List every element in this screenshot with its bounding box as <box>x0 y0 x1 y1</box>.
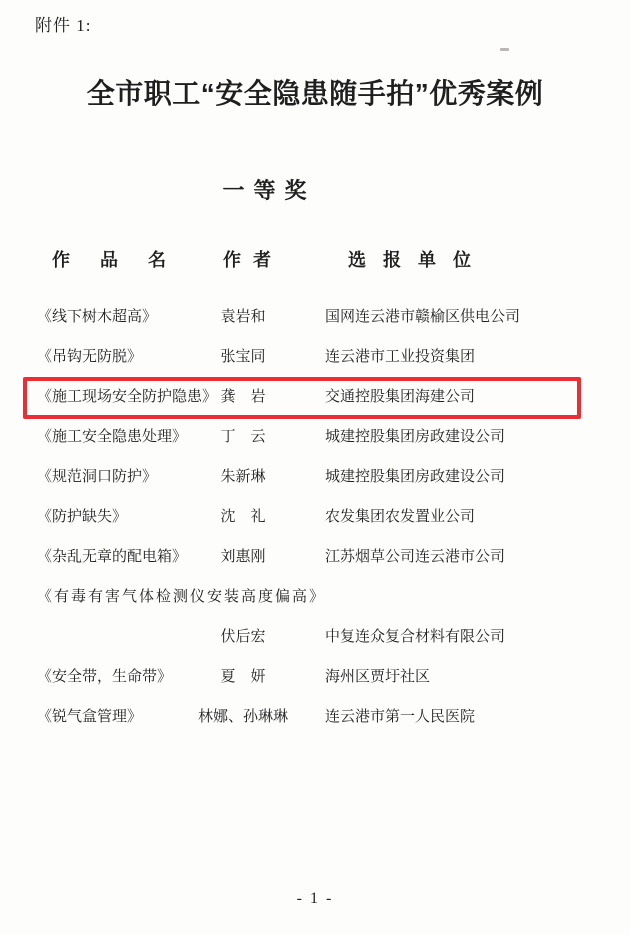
table-row <box>0 335 630 375</box>
attachment-label: 附件 1: <box>35 16 92 35</box>
table-row <box>0 535 630 575</box>
unit-name: 城建控股集团房政建设公司 <box>325 428 506 445</box>
author-name: 林娜、孙琳琳 <box>197 708 288 725</box>
author-name: 夏 妍 <box>220 668 266 685</box>
table-row <box>0 455 630 495</box>
unit-name: 农发集团农发置业公司 <box>325 508 476 525</box>
table-row <box>0 695 630 735</box>
table-row <box>0 655 630 695</box>
work-title: 《防护缺失》 <box>37 508 128 525</box>
page-number: - 1 - <box>296 890 334 907</box>
document-title: 全市职工“安全隐患随手拍”优秀案例 <box>86 78 544 109</box>
work-title: 《有毒有害气体检测仪安装高度偏高》 <box>37 588 327 605</box>
awards-table <box>0 245 630 735</box>
unit-name: 连云港市工业投资集团 <box>325 348 476 365</box>
author-name: 龚 岩 <box>220 388 266 405</box>
work-title: 《锐气盒管理》 <box>37 708 143 725</box>
author-name: 袁岩和 <box>220 308 266 325</box>
author-name: 张宝同 <box>220 348 266 365</box>
column-header-author: 作者 <box>223 250 283 270</box>
work-title: 《规范洞口防护》 <box>37 468 158 485</box>
work-title: 《施工安全隐患处理》 <box>37 428 188 445</box>
author-name: 伏后宏 <box>220 628 266 645</box>
unit-name: 海州区贾圩社区 <box>325 668 431 685</box>
work-title: 《安全带，生命带》 <box>37 668 173 685</box>
scan-artifact <box>500 48 509 51</box>
table-row <box>0 495 630 535</box>
unit-name: 城建控股集团房政建设公司 <box>325 468 506 485</box>
table-row <box>0 295 630 335</box>
author-name: 沈 礼 <box>220 508 266 525</box>
section-heading-first-prize: 一等奖 <box>222 178 316 203</box>
unit-name: 连云港市第一人民医院 <box>325 708 476 725</box>
work-title: 《施工现场安全防护隐患》 <box>37 388 218 405</box>
unit-name: 交通控股集团海建公司 <box>325 388 476 405</box>
unit-name: 国网连云港市赣榆区供电公司 <box>325 308 521 325</box>
table-header-row <box>0 245 630 273</box>
table-row <box>0 415 630 455</box>
work-title: 《杂乱无章的配电箱》 <box>37 548 188 565</box>
table-row-second-line <box>0 615 630 655</box>
author-name: 丁 云 <box>220 428 266 445</box>
work-title: 《吊钩无防脱》 <box>37 348 143 365</box>
column-header-work-title: 作品名 <box>52 250 196 270</box>
work-title: 《线下树木超高》 <box>37 308 158 325</box>
unit-name: 江苏烟草公司连云港市公司 <box>325 548 506 565</box>
table-row-highlighted <box>0 375 630 415</box>
unit-name: 中复连众复合材料有限公司 <box>325 628 506 645</box>
table-row-two-line <box>0 575 630 655</box>
author-name: 刘惠刚 <box>220 548 266 565</box>
column-header-unit: 选报单位 <box>348 250 488 270</box>
author-name: 朱新琳 <box>220 468 266 485</box>
